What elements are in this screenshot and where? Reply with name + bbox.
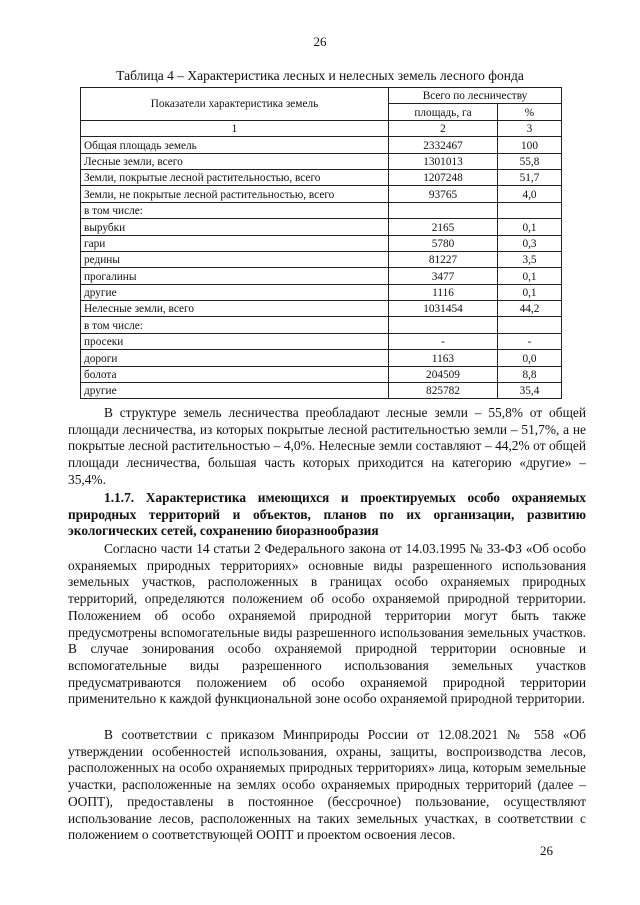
- row-percent: 0,0: [498, 350, 562, 366]
- row-percent: 8,8: [498, 366, 562, 382]
- table-header-row: [81, 88, 562, 104]
- row-area: 1116: [389, 284, 498, 300]
- row-percent: 0,1: [498, 284, 562, 300]
- column-number-2: 2: [389, 120, 498, 136]
- row-area: 2165: [389, 219, 498, 235]
- page-number-bottom: 26: [540, 843, 553, 858]
- paragraph-ministry-order: В соответствии с приказом Минприроды России от 12.08.2021 № 558 «Об утверждении особенностей использования, охраны, защиты, воспроизводства лесов, расположенных на особо охраняемых природных территориях» лица, которым земельные участки, расположенные на землях особо охраняемых природных территорий (далее – ООПТ), предоставлены в постоянное (бессрочное) пользование, осуществляют использование лесов, расположенных на таких земельных участках, в соответствии с положением о соответствующей ООПТ и проектом освоения лесов.: [68, 727, 586, 843]
- row-area: 1301013: [389, 153, 498, 169]
- row-percent: 0,1: [498, 219, 562, 235]
- row-label: Земли, не покрытые лесной растительностью, всего: [81, 186, 389, 202]
- header-area: площадь, га: [389, 104, 498, 120]
- table-row: [81, 301, 562, 317]
- table-caption: Таблица 4 – Характеристика лесных и нелесных земель лесного фонда: [116, 68, 524, 83]
- table-row: [81, 169, 562, 185]
- table-row: [81, 350, 562, 366]
- row-percent: [498, 317, 562, 333]
- paragraph-land-structure: В структуре земель лесничества преобладают лесные земли – 55,8% от общей площади лесничества, из которых покрытые лесной растительностью земли – 51,7%, а не покрытые лесной растительностью – 4,0%. Нелесные земли составляют – 44,2% от общей площади лесничества, большая часть которых приходится на категорию «другие» – 35,4%.: [68, 405, 586, 487]
- column-number-1: 1: [81, 120, 389, 136]
- row-label: другие: [81, 383, 389, 399]
- row-percent: [498, 202, 562, 218]
- row-area: 1163: [389, 350, 498, 366]
- row-area: 81227: [389, 251, 498, 267]
- row-percent: 0,1: [498, 268, 562, 284]
- row-label: гари: [81, 235, 389, 251]
- column-number-3: 3: [498, 120, 562, 136]
- row-label: болота: [81, 366, 389, 382]
- table-row: [81, 219, 562, 235]
- row-area: [389, 202, 498, 218]
- table-row: [81, 317, 562, 333]
- header-indicator: Показатели характеристика земель: [81, 88, 389, 121]
- paragraph-federal-law: Согласно части 14 статьи 2 Федерального закона от 14.03.1995 № 33-ФЗ «Об особо охраняемых природных территориях» основные виды разрешенного использования земельных участков, расположенных в границах особо охраняемых природных территорий, определяются положением об особо охраняемой природной территории. Положением об особо охраняемой природной территории могут быть также предусмотрены вспомогательные виды разрешенного использования земельных участков. В случае зонирования особо охраняемой природной территории основные и вспомогательные виды разрешенного использования земельных участков предусматриваются положением об особо охраняемой природной территории применительно к каждой функциональной зоне особо охраняемой природной территории.: [68, 541, 586, 707]
- table-row: [81, 153, 562, 169]
- row-percent: 100: [498, 137, 562, 153]
- table-row: [81, 251, 562, 267]
- section-heading: 1.1.7. Характеристика имеющихся и проектируемых особо охраняемых природных территорий и объектов, планов по их организации, развитию экологических сетей, сохранению биоразнообразия: [68, 490, 586, 539]
- row-label: редины: [81, 251, 389, 267]
- table-row: [81, 235, 562, 251]
- row-percent: 3,5: [498, 251, 562, 267]
- row-area: 3477: [389, 268, 498, 284]
- row-percent: 4,0: [498, 186, 562, 202]
- table-row: [81, 333, 562, 349]
- row-area: 2332467: [389, 137, 498, 153]
- row-label: дороги: [81, 350, 389, 366]
- table-row: [81, 268, 562, 284]
- header-percent: %: [498, 104, 562, 120]
- row-label: Земли, покрытые лесной растительностью, всего: [81, 169, 389, 185]
- page-number-top: 26: [313, 34, 327, 49]
- land-characteristics-table: [80, 87, 562, 399]
- row-percent: 35,4: [498, 383, 562, 399]
- table-row: [81, 383, 562, 399]
- row-area: 93765: [389, 186, 498, 202]
- row-label: прогалины: [81, 268, 389, 284]
- row-area: [389, 317, 498, 333]
- row-area: 204509: [389, 366, 498, 382]
- row-label: в том числе:: [81, 317, 389, 333]
- table-row: [81, 202, 562, 218]
- row-label: вырубки: [81, 219, 389, 235]
- row-percent: 0,3: [498, 235, 562, 251]
- row-area: 825782: [389, 383, 498, 399]
- row-area: 1207248: [389, 169, 498, 185]
- row-area: 5780: [389, 235, 498, 251]
- row-area: 1031454: [389, 301, 498, 317]
- row-label: просеки: [81, 333, 389, 349]
- row-label: Нелесные земли, всего: [81, 301, 389, 317]
- row-label: Общая площадь земель: [81, 137, 389, 153]
- table-row: [81, 366, 562, 382]
- table-row: [81, 284, 562, 300]
- header-total: Всего по лесничеству: [389, 88, 562, 104]
- row-percent: 51,7: [498, 169, 562, 185]
- row-area: -: [389, 333, 498, 349]
- row-label: в том числе:: [81, 202, 389, 218]
- row-label: другие: [81, 284, 389, 300]
- row-percent: 44,2: [498, 301, 562, 317]
- table-column-numbers-row: [81, 120, 562, 136]
- table-row: [81, 186, 562, 202]
- table-row: [81, 137, 562, 153]
- row-label: Лесные земли, всего: [81, 153, 389, 169]
- row-percent: 55,8: [498, 153, 562, 169]
- row-percent: -: [498, 333, 562, 349]
